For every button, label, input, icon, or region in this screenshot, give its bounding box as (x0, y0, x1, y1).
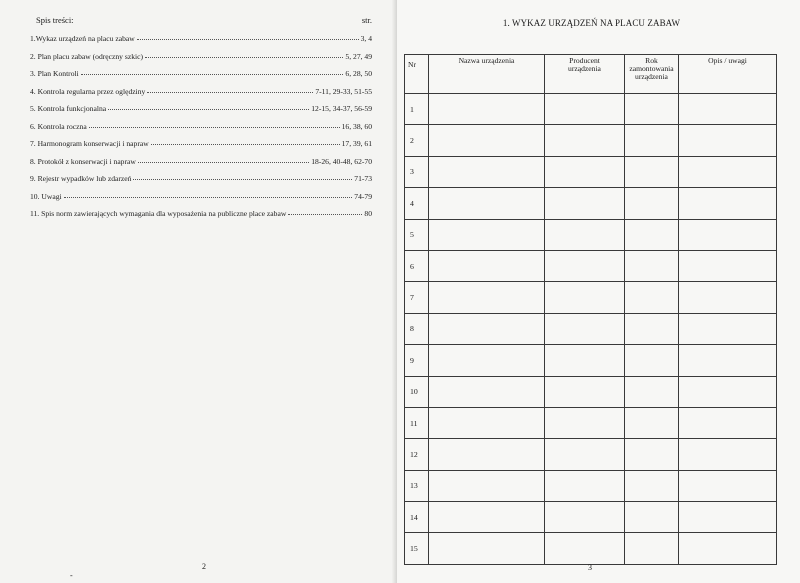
notes-cell[interactable] (679, 219, 777, 250)
name-cell[interactable] (429, 94, 545, 125)
year-cell[interactable] (625, 282, 679, 313)
producer-cell[interactable] (545, 533, 625, 564)
row-number: 4 (405, 188, 429, 219)
notes-cell[interactable] (679, 376, 777, 407)
year-cell[interactable] (625, 345, 679, 376)
row-number: 12 (405, 439, 429, 470)
name-cell[interactable] (429, 470, 545, 501)
toc-entry-label: 4. Kontrola regularna przez oględziny (30, 86, 146, 96)
year-cell[interactable] (625, 156, 679, 187)
toc-entry-label: 9. Rejestr wypadków lub zdarzeń (30, 174, 132, 183)
notes-cell[interactable] (679, 250, 777, 281)
col-header-year: Rok zamontowania urządzenia (625, 55, 679, 94)
table-row (405, 282, 777, 313)
notes-cell[interactable] (679, 533, 777, 564)
producer-cell[interactable] (545, 219, 625, 250)
notes-cell[interactable] (679, 125, 777, 156)
producer-cell[interactable] (545, 376, 625, 407)
table-row (405, 533, 777, 564)
name-cell[interactable] (429, 376, 545, 407)
toc-entry (30, 175, 372, 183)
table-row (405, 250, 777, 281)
producer-cell[interactable] (545, 345, 625, 376)
producer-cell[interactable] (545, 188, 625, 219)
toc-leader-dots (133, 178, 352, 180)
row-number: 14 (405, 502, 429, 533)
toc-entry-pages: 7-11, 29-33, 51-55 (315, 86, 372, 96)
producer-cell[interactable] (545, 502, 625, 533)
toc-entry-label: 8. Protokół z konserwacji i napraw (30, 156, 136, 166)
year-cell[interactable] (625, 250, 679, 281)
col-header-name: Nazwa urządzenia (429, 55, 545, 94)
year-cell[interactable] (625, 94, 679, 125)
producer-cell[interactable] (545, 439, 625, 470)
row-number: 11 (405, 407, 429, 438)
name-cell[interactable] (429, 125, 545, 156)
page-mark: - (70, 571, 73, 580)
name-cell[interactable] (429, 282, 545, 313)
toc-entry-pages: 3, 4 (360, 34, 372, 43)
row-number: 2 (405, 125, 429, 156)
year-cell[interactable] (625, 188, 679, 219)
name-cell[interactable] (429, 345, 545, 376)
producer-cell[interactable] (545, 156, 625, 187)
toc-entry-label: 2. Plan placu zabaw (odręczny szkic) (30, 51, 144, 61)
name-cell[interactable] (429, 439, 545, 470)
year-cell[interactable] (625, 502, 679, 533)
name-cell[interactable] (429, 502, 545, 533)
table-row (405, 502, 777, 533)
notes-cell[interactable] (679, 156, 777, 187)
name-cell[interactable] (429, 533, 545, 564)
year-cell[interactable] (625, 470, 679, 501)
notes-cell[interactable] (679, 94, 777, 125)
row-number: 5 (405, 219, 429, 250)
toc-entry-pages: 6, 28, 50 (345, 69, 372, 78)
row-number: 10 (405, 376, 429, 407)
col-header-notes: Opis / uwagi (679, 55, 777, 94)
toc-leader-dots (108, 108, 309, 110)
row-number: 1 (405, 94, 429, 125)
toc-entry-pages: 18-26, 40-48, 62-70 (311, 156, 372, 166)
toc-entry (30, 70, 372, 78)
toc-leader-dots (64, 196, 353, 198)
table-row (405, 125, 777, 156)
toc-leader-dots (89, 126, 340, 128)
col-header-producer: Producent urządzenia (545, 55, 625, 94)
year-cell[interactable] (625, 376, 679, 407)
year-cell[interactable] (625, 313, 679, 344)
table-row (405, 313, 777, 344)
notes-cell[interactable] (679, 345, 777, 376)
page-number-left: 2 (202, 562, 206, 571)
name-cell[interactable] (429, 156, 545, 187)
notes-cell[interactable] (679, 439, 777, 470)
year-cell[interactable] (625, 439, 679, 470)
producer-cell[interactable] (545, 407, 625, 438)
table-row (405, 439, 777, 470)
toc-entry-pages: 12-15, 34-37, 56-59 (311, 104, 372, 113)
notes-cell[interactable] (679, 407, 777, 438)
name-cell[interactable] (429, 250, 545, 281)
producer-cell[interactable] (545, 125, 625, 156)
toc-title: Spis treści: (36, 15, 74, 25)
page-number-right: 3 (588, 563, 592, 572)
year-cell[interactable] (625, 219, 679, 250)
toc-entry (30, 140, 372, 148)
toc-entry-label: 3. Plan Kontroli (30, 69, 79, 78)
notes-cell[interactable] (679, 502, 777, 533)
row-number: 13 (405, 470, 429, 501)
toc-entry-label: 7. Harmonogram konserwacji i napraw (30, 139, 149, 148)
toc-entry-pages: 16, 38, 60 (341, 121, 372, 131)
toc-entry (30, 193, 372, 201)
toc-leader-dots (81, 73, 344, 75)
toc-leader-dots (288, 213, 362, 215)
toc-entry-label: 6. Kontrola roczna (30, 121, 87, 131)
notes-cell[interactable] (679, 313, 777, 344)
row-number: 6 (405, 250, 429, 281)
left-page (0, 0, 397, 583)
toc-leader-dots (151, 143, 340, 145)
toc-entry-pages: 71-73 (354, 174, 372, 183)
toc-entry (30, 123, 372, 131)
notes-cell[interactable] (679, 188, 777, 219)
toc-leader-dots (145, 56, 343, 58)
table-row (405, 219, 777, 250)
toc-entry-pages: 80 (364, 209, 372, 218)
table-row (405, 470, 777, 501)
table-row (405, 94, 777, 125)
toc-entry-pages: 5, 27, 49 (345, 51, 372, 61)
producer-cell[interactable] (545, 250, 625, 281)
name-cell[interactable] (429, 407, 545, 438)
row-number: 3 (405, 156, 429, 187)
name-cell[interactable] (429, 219, 545, 250)
toc-entry-label: 1.Wykaz urządzeń na placu zabaw (30, 34, 135, 43)
toc-entry-label: 10. Uwagi (30, 191, 62, 201)
year-cell[interactable] (625, 407, 679, 438)
equipment-table (404, 54, 777, 565)
toc-page-header: str. (361, 15, 372, 25)
notes-cell[interactable] (679, 282, 777, 313)
year-cell[interactable] (625, 125, 679, 156)
table-row (405, 345, 777, 376)
notes-cell[interactable] (679, 470, 777, 501)
table-header-row (405, 55, 777, 94)
toc-entry-label: 11. Spis norm zawierających wymagania dla wyposażenia na publiczne place zabaw (30, 209, 287, 218)
toc-entry (30, 158, 372, 166)
name-cell[interactable] (429, 188, 545, 219)
row-number: 7 (405, 282, 429, 313)
toc-entry (30, 105, 372, 113)
toc-leader-dots (147, 91, 313, 93)
toc-entry-pages: 74-79 (354, 191, 372, 201)
col-header-nr: Nr (405, 55, 429, 94)
toc-entry-label: 5. Kontrola funkcjonalna (30, 104, 107, 113)
producer-cell[interactable] (545, 313, 625, 344)
toc-entry (30, 35, 372, 43)
table-row (405, 188, 777, 219)
row-number: 15 (405, 533, 429, 564)
table-row (405, 407, 777, 438)
toc-leader-dots (137, 38, 359, 40)
producer-cell[interactable] (545, 94, 625, 125)
row-number: 9 (405, 345, 429, 376)
toc-entry (30, 88, 372, 96)
table-row (405, 156, 777, 187)
toc-leader-dots (138, 161, 309, 163)
table-of-contents (30, 35, 372, 228)
producer-cell[interactable] (545, 282, 625, 313)
toc-entry (30, 53, 372, 61)
inventory-title-text: 1. WYKAZ URZĄDZEŃ NA PLACU ZABAW (502, 18, 681, 28)
name-cell[interactable] (429, 313, 545, 344)
toc-entry-pages: 17, 39, 61 (341, 139, 372, 148)
row-number: 8 (405, 313, 429, 344)
toc-entry (30, 210, 372, 218)
table-row (405, 376, 777, 407)
inventory-title (397, 18, 800, 28)
year-cell[interactable] (625, 533, 679, 564)
producer-cell[interactable] (545, 470, 625, 501)
